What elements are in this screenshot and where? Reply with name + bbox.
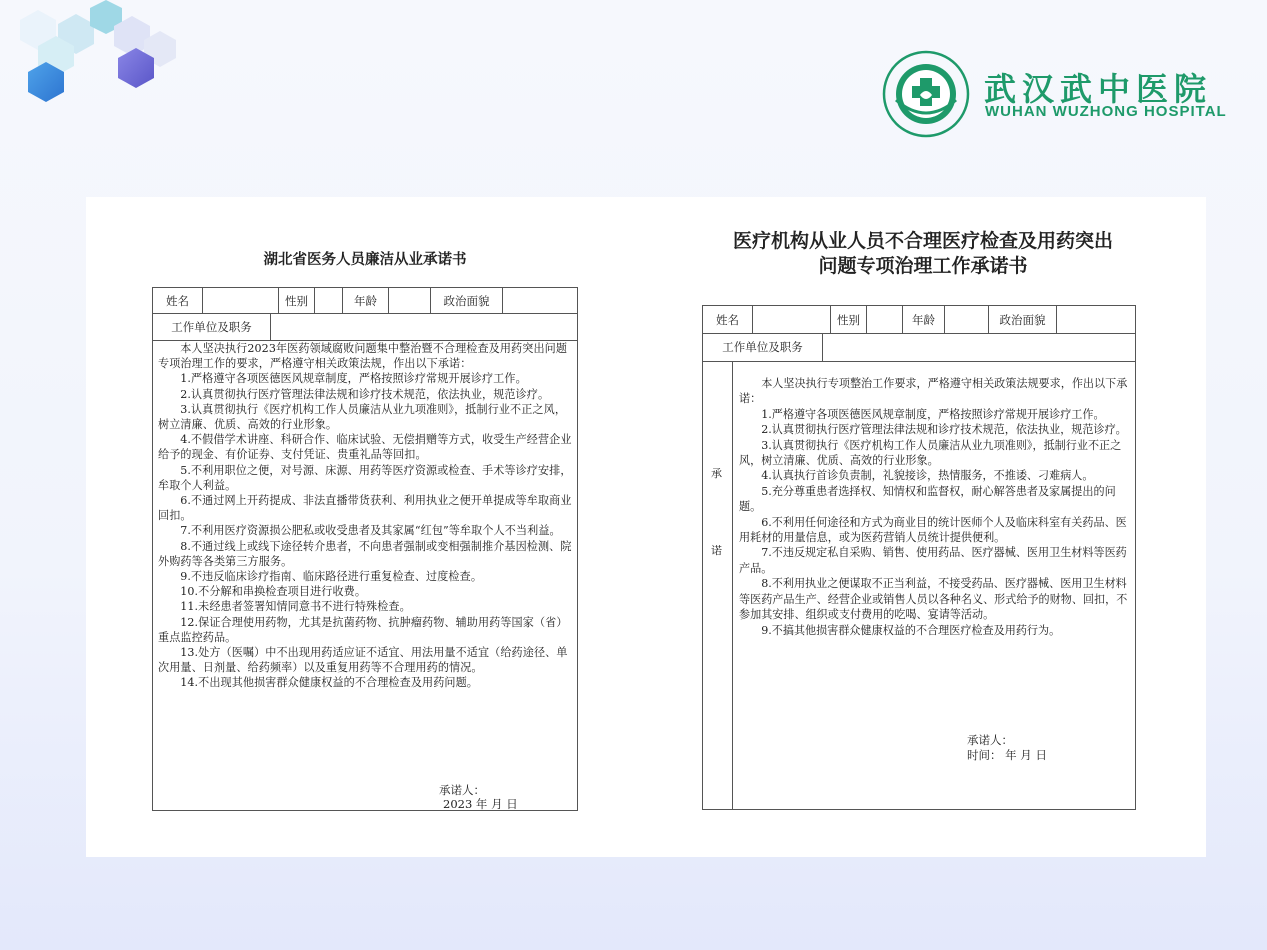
hospital-seal-icon bbox=[880, 50, 972, 138]
left-pledge-form bbox=[152, 287, 578, 811]
pledge-paragraph: 10.不分解和串换检查项目进行收费。 bbox=[180, 585, 367, 599]
pledge-paragraph: 6.不利用任何途径和方式为商业目的统计医师个人及临床科室有关药品、医用耗材的用量信息，或为医药营销人员统计提供便利。 bbox=[739, 515, 1127, 545]
pledge-paragraph: 11.未经患者签署知情同意书不进行特殊检查。 bbox=[180, 600, 411, 614]
hospital-name-cn: 武汉武中医院 bbox=[984, 70, 1213, 108]
pledge-paragraph: 14.不出现其他损害群众健康权益的不合理检查及用药问题。 bbox=[180, 676, 478, 690]
right-date-line: 时间： 年 月 日 bbox=[967, 748, 1047, 762]
pledge-paragraph: 12.保证合理使用药物，尤其是抗菌药物、抗肿瘤药物、辅助用药等国家（省）重点监控药品。 bbox=[158, 615, 568, 644]
right-doc-title-line2: 问题专项治理工作承诺书 bbox=[818, 255, 1028, 277]
pledge-paragraph: 7.不利用医疗资源损公肥私或收受患者及其家属“红包”等牟取个人不当利益。 bbox=[180, 524, 561, 538]
pledge-paragraph: 1.严格遵守各项医德医风规章制度，严格按照诊疗常规开展诊疗工作。 bbox=[761, 407, 1105, 421]
left-pledge-body bbox=[158, 341, 572, 691]
right-signer-label: 承诺人： bbox=[967, 733, 1013, 747]
pledge-paragraph: 8.不通过线上或线下途径转介患者，不向患者强制或变相强制推介基因检测、院外购药等各类第三方服务。 bbox=[158, 539, 572, 568]
pledge-paragraph: 9.不搞其他损害群众健康权益的不合理医疗检查及用药行为。 bbox=[761, 623, 1061, 637]
pledge-paragraph: 7.不违反规定私自采购、销售、使用药品、医疗器械、医用卫生材料等医药产品。 bbox=[739, 546, 1127, 575]
side-char-2: 诺 bbox=[711, 544, 722, 557]
pledge-paragraph: 1.严格遵守各项医德医风规章制度，严格按照诊疗常规开展诊疗工作。 bbox=[180, 372, 527, 386]
left-info-row bbox=[153, 288, 577, 314]
left-signer-label: 承诺人： bbox=[439, 783, 485, 797]
gender-label: 性别 bbox=[831, 306, 867, 333]
decorative-hexagons bbox=[0, 0, 200, 110]
pledge-paragraph: 4.不假借学术讲座、科研合作、临床试验、无偿捐赠等方式，收受生产经营企业给予的现金、有价证券、支付凭证、贵重礼品等回扣。 bbox=[158, 433, 572, 462]
pledge-paragraph: 2.认真贯彻执行医疗管理法律法规和诊疗技术规范，依法执业，规范诊疗。 bbox=[761, 423, 1127, 437]
hospital-name-en: WUHAN WUZHONG HOSPITAL bbox=[985, 103, 1227, 120]
pledge-paragraph: 13.处方（医嘱）中不出现用药适应证不适宜、用法用量不适宜（给药途径、单次用量、日剂量、给药频率）以及重复用药等不合理用药的情况。 bbox=[158, 646, 568, 675]
right-info-row bbox=[703, 306, 1135, 334]
name-label: 姓名 bbox=[153, 288, 203, 313]
gender-field[interactable] bbox=[315, 288, 343, 313]
pledge-paragraph: 8.不利用执业之便谋取不正当利益，不接受药品、医疗器械、医用卫生材料等医药产品生产、经营企业或销售人员以各种名义、形式给予的财物、回扣，不参加其安排、组织或支付费用的吃喝、宴请等活动。 bbox=[739, 577, 1128, 622]
right-pledge-form bbox=[702, 305, 1136, 810]
pledge-paragraph: 6.不通过网上开药提成、非法直播带货获利、利用执业之便开单提成等牟取商业回扣。 bbox=[158, 494, 572, 523]
right-pledge-body bbox=[739, 376, 1129, 638]
name-field[interactable] bbox=[203, 288, 279, 313]
pledge-paragraph: 本人坚决执行专项整治工作要求，严格遵守相关政策法规要求，作出以下承诺： bbox=[739, 377, 1128, 406]
age-label: 年龄 bbox=[343, 288, 389, 313]
age-field[interactable] bbox=[389, 288, 431, 313]
name-label: 姓名 bbox=[703, 306, 753, 333]
unit-label: 工作单位及职务 bbox=[153, 313, 271, 340]
age-field[interactable] bbox=[945, 306, 989, 333]
right-doc-title bbox=[700, 229, 1146, 279]
right-unit-row bbox=[703, 333, 1135, 362]
age-label: 年龄 bbox=[903, 306, 945, 333]
left-date-line: 2023 年 月 日 bbox=[443, 797, 518, 811]
gender-label: 性别 bbox=[279, 288, 315, 313]
gender-field[interactable] bbox=[867, 306, 903, 333]
pledge-paragraph: 3.认真贯彻执行《医疗机构工作人员廉洁从业九项准则》，抵制行业不正之风，树立清廉、优质、高效的行业形象。 bbox=[739, 438, 1122, 468]
pledge-paragraph: 2.认真贯彻执行医疗管理法律法规和诊疗技术规范，依法执业，规范诊疗。 bbox=[180, 387, 550, 401]
side-char-1: 承 bbox=[711, 467, 722, 480]
hospital-logo bbox=[880, 50, 1240, 140]
left-unit-row bbox=[153, 313, 577, 341]
right-doc-title-line1: 医疗机构从业人员不合理医疗检查及用药突出 bbox=[732, 230, 1113, 252]
pledge-paragraph: 9.不违反临床诊疗指南、临床路径进行重复检查、过度检查。 bbox=[180, 570, 483, 584]
political-label: 政治面貌 bbox=[431, 288, 503, 313]
political-label: 政治面貌 bbox=[989, 306, 1057, 333]
pledge-paragraph: 4.认真执行首诊负责制，礼貌接诊，热情服务，不推诿、刁难病人。 bbox=[761, 469, 1094, 483]
pledge-paragraph: 3.认真贯彻执行《医疗机构工作人员廉洁从业九项准则》，抵制行业不正之风，树立清廉、优质、高效的行业形象。 bbox=[158, 402, 567, 432]
pledge-side-label bbox=[703, 362, 733, 809]
pledge-paragraph: 本人坚决执行2023年医药领域腐败问题集中整治暨不合理检查及用药突出问题专项治理工作的要求，严格遵守相关政策法规，作出以下承诺： bbox=[158, 342, 568, 371]
pledge-paragraph: 5.充分尊重患者选择权、知情权和监督权，耐心解答患者及家属提出的问题。 bbox=[739, 484, 1116, 514]
name-field[interactable] bbox=[753, 306, 831, 333]
unit-label: 工作单位及职务 bbox=[703, 333, 823, 361]
left-doc-title: 湖北省医务人员廉洁从业承诺书 bbox=[263, 252, 467, 268]
pledge-paragraph: 5.不利用职位之便，对号源、床源、用药等医疗资源或检查、手术等诊疗安排，牟取个人利益。 bbox=[158, 463, 572, 492]
